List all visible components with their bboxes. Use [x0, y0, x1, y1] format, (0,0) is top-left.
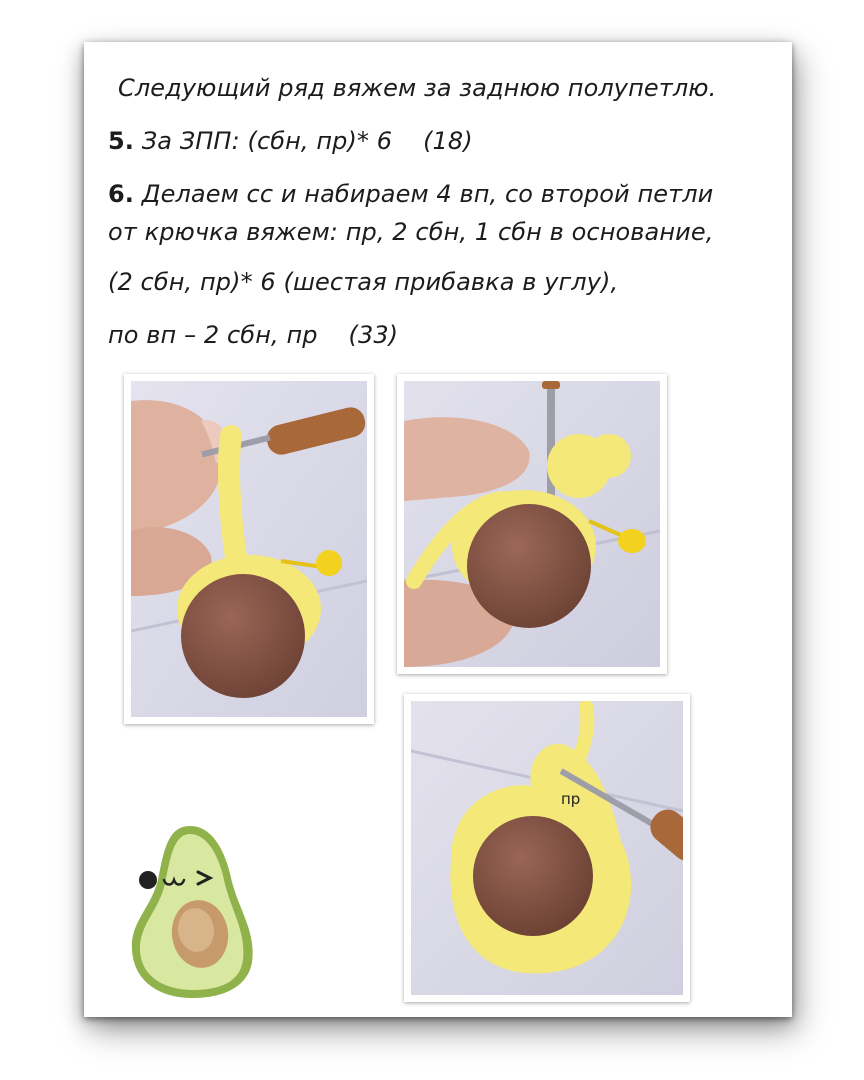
- row-5-text: За ЗПП: (сбн, пр)* 6 (18): [141, 127, 473, 155]
- row-6-text-b: от крючка вяжем: пр, 2 сбн, 1 сбн в основание,: [108, 218, 714, 246]
- photo-step-1-image: [131, 381, 367, 717]
- photo-step-1: [124, 374, 374, 724]
- photo-step-3-label: пр: [561, 790, 581, 808]
- avocado-eye-icon: [139, 871, 157, 889]
- row-6-number: 6.: [108, 180, 135, 208]
- row-6-text-a: Делаем сс и набираем 4 вп, со второй петли: [141, 180, 714, 208]
- instruction-heading: Следующий ряд вяжем за заднюю полупетлю.: [118, 74, 717, 102]
- photo-step-2-image: [404, 381, 660, 667]
- row-6-instruction: [108, 180, 713, 208]
- photo-step-2: [397, 374, 667, 674]
- row-6-text-c: (2 сбн, пр)* 6 (шестая прибавка в углу),: [108, 268, 619, 296]
- photo-step-3: [404, 694, 690, 1002]
- row-6-text-d: по вп – 2 сбн, пр (33): [108, 321, 399, 349]
- photo-step-3-image: [411, 701, 683, 995]
- row-5-instruction: [108, 127, 473, 155]
- row-5-number: 5.: [108, 127, 135, 155]
- avocado-illustration: [128, 822, 258, 1000]
